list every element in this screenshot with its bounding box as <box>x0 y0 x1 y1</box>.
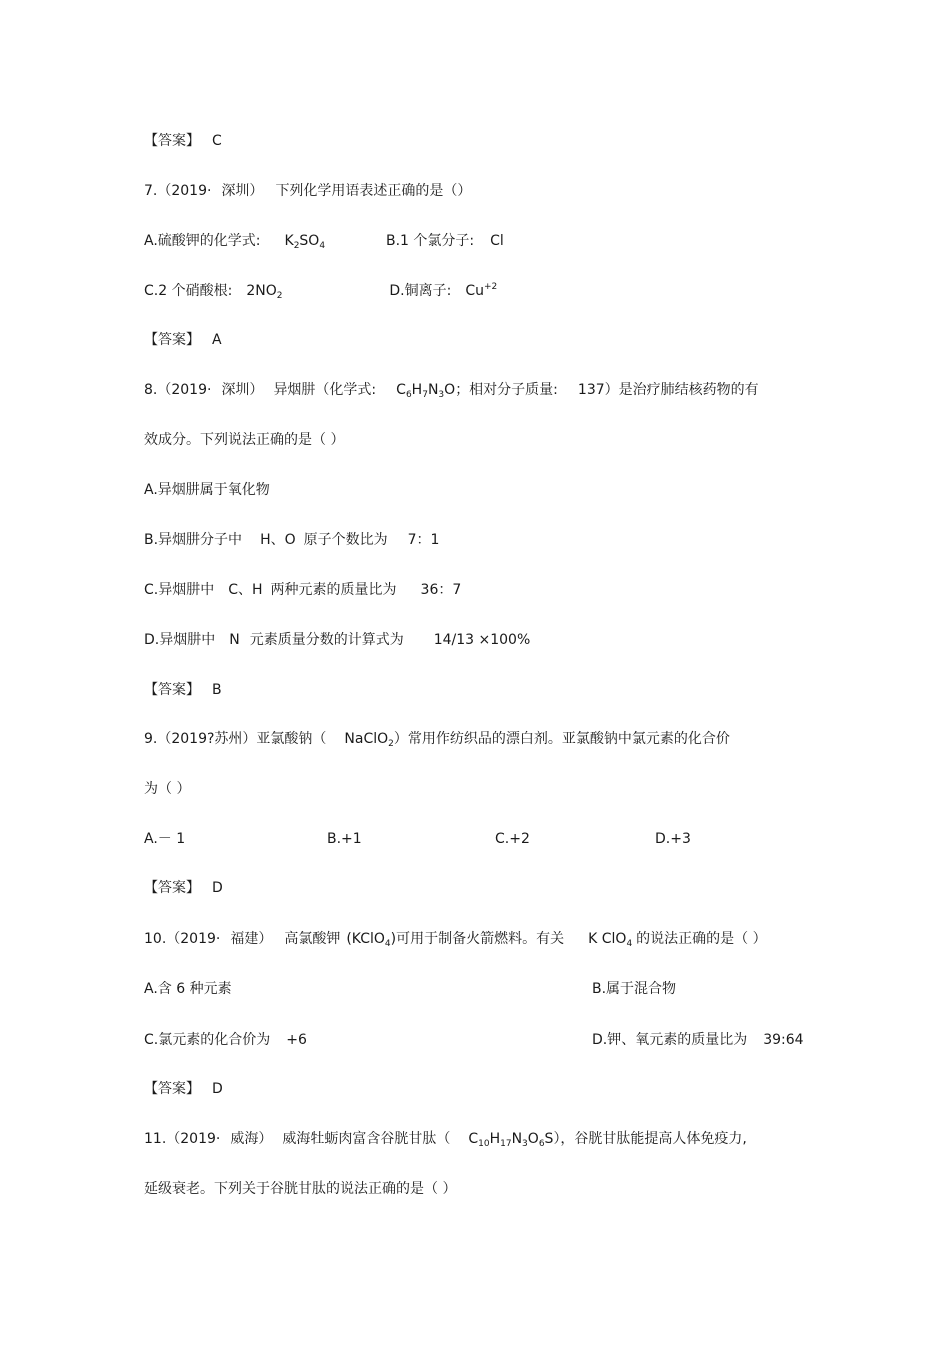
answer-value: D <box>212 1081 223 1097</box>
answer-value: D <box>212 880 223 896</box>
question-8-stem: 8.（2019· 深圳） 异烟肼（化学式: $C_6H_7N_3O$；相对分子质量: 137）是治疗肺结核药物的有 <box>144 382 759 400</box>
option-c: C.异烟肼中 C、H 两种元素的质量比为 36：7 <box>144 582 462 598</box>
question-7-stem: 7.（2019· 深圳） 下列化学用语表述正确的是（） <box>144 183 472 199</box>
option-a: A.－ 1 <box>144 831 186 847</box>
answer-line <box>144 330 222 350</box>
question-10-options-cd <box>144 1030 824 1050</box>
answer-value: B <box>212 682 222 698</box>
option-c: C.2 个硝酸根: $2NO_2$ <box>144 283 283 301</box>
option-c: C.+2 <box>495 831 530 847</box>
question-10-options-ab <box>144 979 824 999</box>
answer-line <box>144 131 222 151</box>
option-d: D.铜离子: $Cu^{+2}$ <box>389 282 498 299</box>
question-9-options <box>144 829 844 849</box>
answer-label: 【答案】 <box>144 682 200 698</box>
question-8-stem-line2: 效成分。下列说法正确的是（ ） <box>144 432 345 448</box>
answer-label: 【答案】 <box>144 133 200 149</box>
question-9-stem-line2: 为（ ） <box>144 781 191 797</box>
option-b: B.异烟肼分子中 H、O 原子个数比为 7：1 <box>144 532 440 548</box>
chemical-formula: $C_{10}H_{17}N_3O_6S$ <box>468 1131 554 1149</box>
question-11-stem: 11.（2019· 威海） 威海牡蛎肉富含谷胱甘肽（ $C_{10}H_{17}N_3O_6S$），谷胱甘肽能提高人体免疫力, <box>144 1131 747 1149</box>
option-a: A.硫酸钾的化学式: $K_2SO_4$ <box>144 233 326 251</box>
answer-label: 【答案】 <box>144 1081 200 1097</box>
chemical-formula: NaClO$_2$ <box>344 731 394 749</box>
answer-line <box>144 1079 223 1099</box>
option-d: D.+3 <box>655 831 691 847</box>
option-a: A.异烟肼属于氧化物 <box>144 482 270 498</box>
option-a: A.含 6 种元素 <box>144 981 232 997</box>
option-b: B.1 个氯分子: Cl <box>385 233 504 249</box>
answer-value: C <box>212 133 222 149</box>
option-b: B.属于混合物 <box>592 981 677 997</box>
question-9-stem: 9.（2019?苏州）亚氯酸钠（ NaClO$_2$）常用作纺织品的漂白剂。亚氯酸钠中氯元素的化合价 <box>144 731 730 749</box>
question-11-stem-line2: 延级衰老。下列关于谷胱甘肽的说法正确的是（ ） <box>144 1181 457 1197</box>
answer-line <box>144 680 222 700</box>
chemical-formula: $C_6H_7N_3O$ <box>396 382 456 400</box>
question-7-options-cd <box>144 281 497 301</box>
answer-label: 【答案】 <box>144 880 200 896</box>
option-b: B.+1 <box>327 831 362 847</box>
question-7-options-ab <box>144 231 504 251</box>
answer-label: 【答案】 <box>144 332 200 348</box>
option-d: D.钾、氧元素的质量比为 39:64 <box>592 1032 804 1048</box>
option-d: D.异烟肼中 N 元素质量分数的计算式为 14/13 ×100% <box>144 632 531 648</box>
answer-line <box>144 878 223 898</box>
answer-value: A <box>212 332 222 348</box>
question-10-stem: 10.（2019· 福建） 高氯酸钾 (KClO$_4$)可用于制备火箭燃料。有关 K ClO$_4$ 的说法正确的是（ ） <box>144 931 767 949</box>
option-c: C.氯元素的化合价为 +6 <box>144 1032 307 1048</box>
